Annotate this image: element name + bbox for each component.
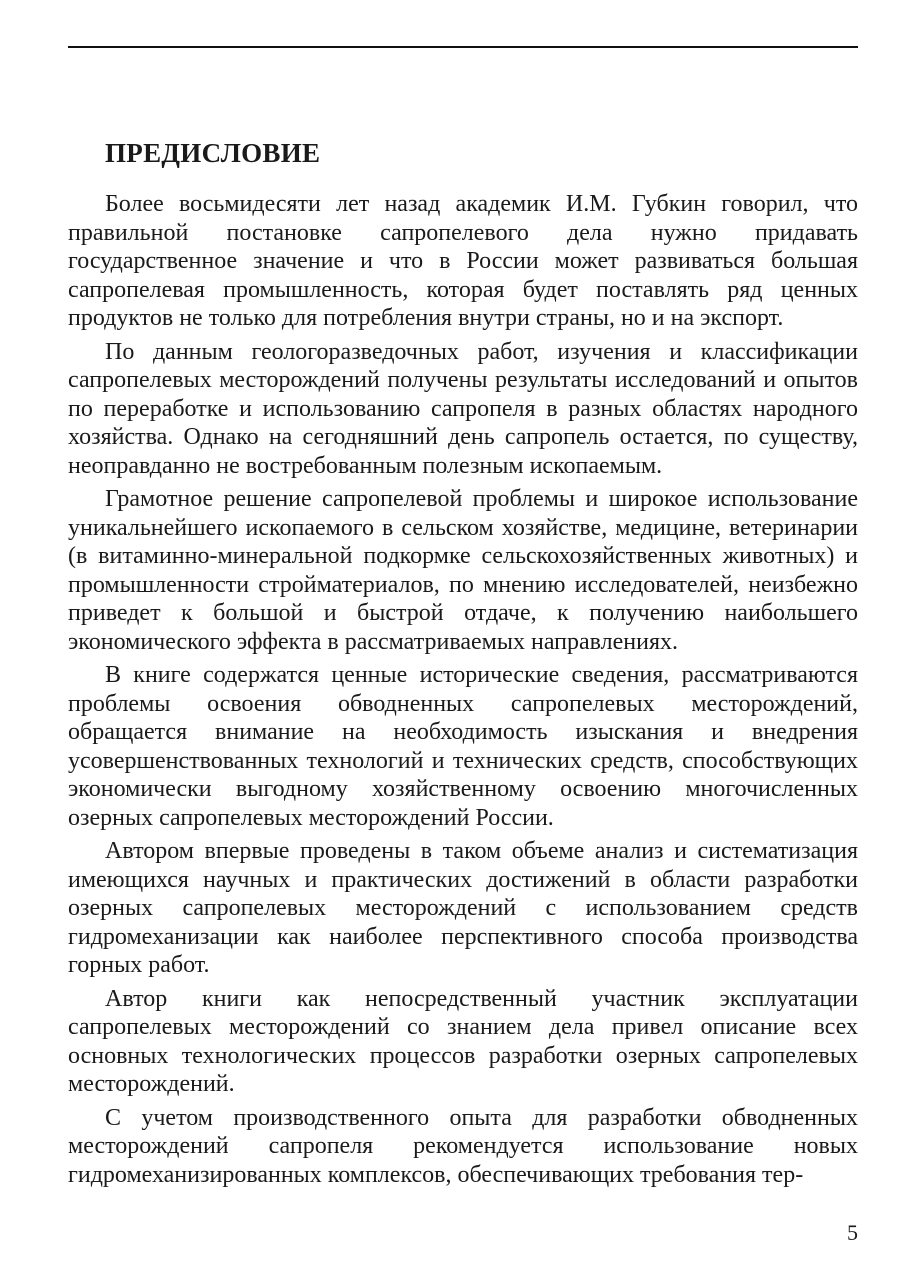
paragraph: Автор книги как непосредственный участник эксплуатации сапропелевых месторождений со знанием дела привел описание всех основных технологических процессов разработки озерных сапропелевых месторождений. bbox=[68, 985, 858, 1097]
page-heading: ПРЕДИСЛОВИЕ bbox=[105, 138, 321, 168]
header-rule bbox=[68, 46, 858, 48]
paragraph: Более восьмидесяти лет назад академик И.М. Губкин говорил, что правильной постановке сапропелевого дела нужно придавать государственное значение и что в России может развиваться большая сапропелевая промышленность, которая будет поставлять ряд ценных продуктов не только для потребления внутри страны, но и на экспорт. bbox=[68, 191, 858, 331]
body-text bbox=[68, 190, 858, 1194]
page-number: 5 bbox=[847, 1220, 858, 1245]
paragraph: Автором впервые проведены в таком объеме анализ и систематизация имеющихся научных и практических достижений в области разработки озерных сапропелевых месторождений с использованием средств гидромеханизации как наиболее перспективного способа производства горных работ. bbox=[68, 838, 858, 978]
paragraph: Грамотное решение сапропелевой проблемы и широкое использование уникальнейшего ископаемого в сельском хозяйстве, медицине, ветеринарии (в витаминно-минеральной подкормке сельскохозяйственных животных) и промышленности стройматериалов, по мнению исследователей, неизбежно приведет к большой и быстрой отдаче, к получению наибольшего экономического эффекта в рассматриваемых направлениях. bbox=[68, 486, 858, 655]
paragraph: В книге содержатся ценные исторические сведения, рассматриваются проблемы освоения обводненных сапропелевых месторождений, обращается внимание на необходимость изыскания и внедрения усовершенствованных технологий и технических средств, способствующих экономически выгодному хозяйственному освоению многочисленных озерных сапропелевых месторождений России. bbox=[68, 662, 858, 831]
paragraph: По данным геологоразведочных работ, изучения и классификации сапропелевых месторождений получены результаты исследований и опытов по переработке и использованию сапропеля в разных областях народного хозяйства. Однако на сегодняшний день сапропель остается, по существу, неоправданно не востребованным полезным ископаемым. bbox=[68, 338, 858, 479]
paragraph: С учетом производственного опыта для разработки обводненных месторождений сапропеля рекомендуется использование новых гидромеханизированных комплексов, обеспечивающих требования тер- bbox=[68, 1104, 858, 1188]
